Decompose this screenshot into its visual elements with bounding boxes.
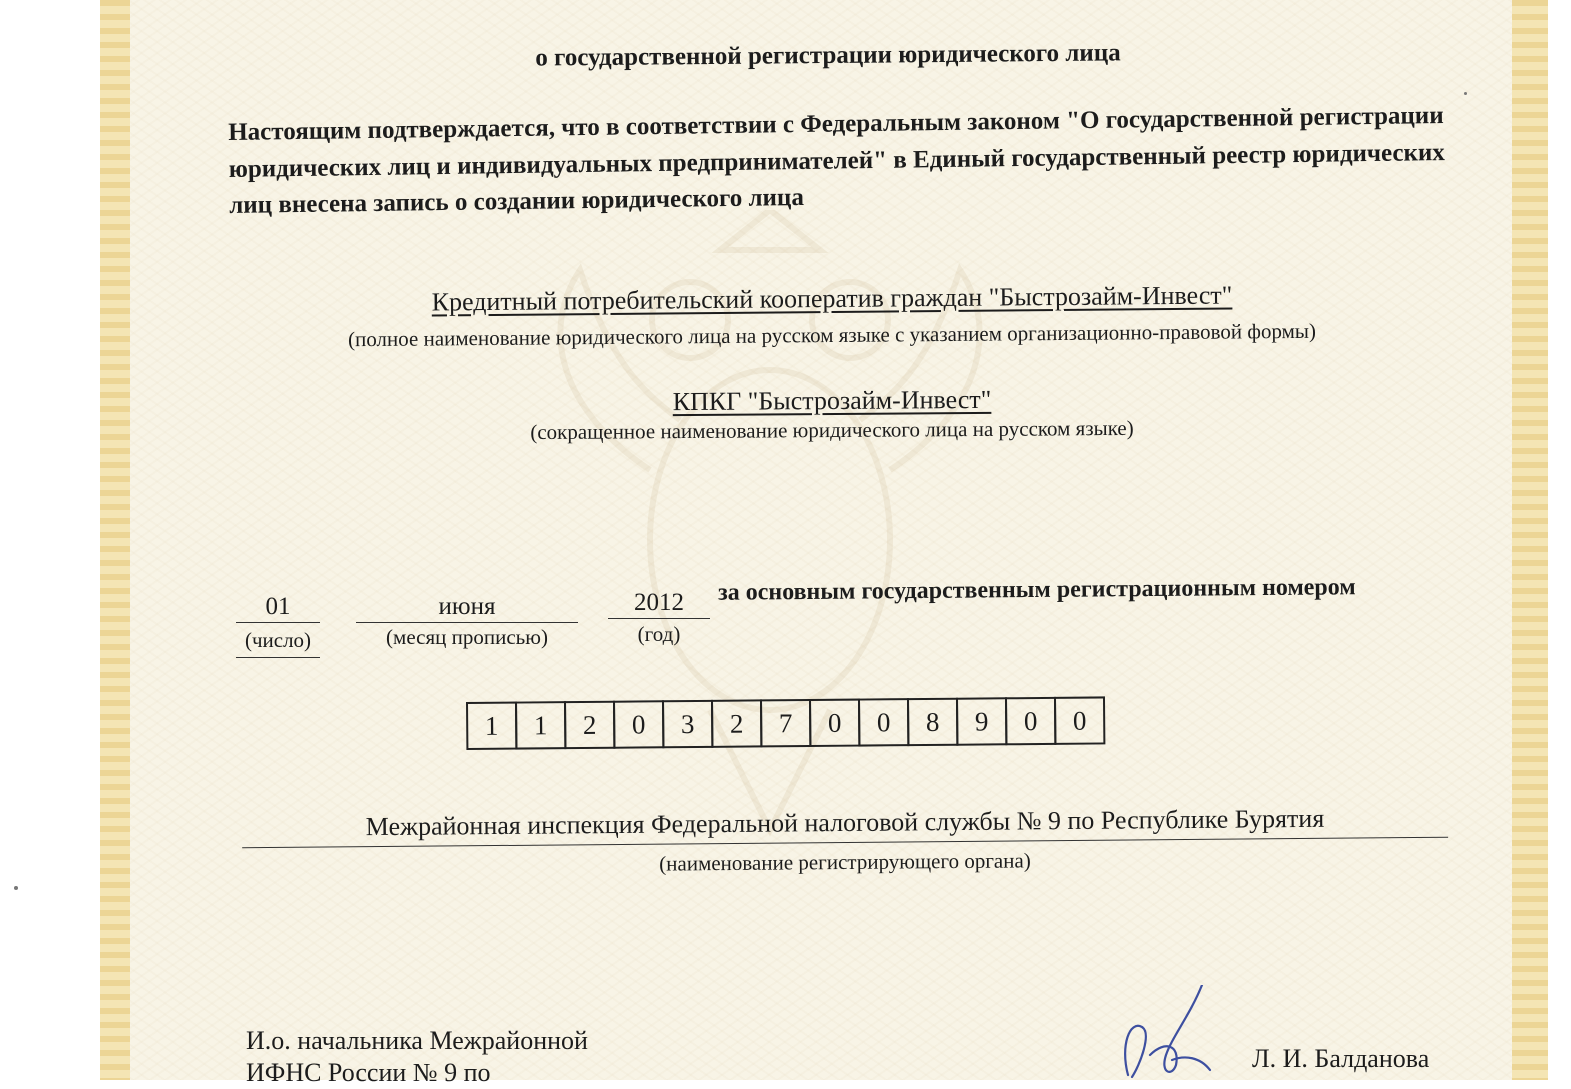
- ogrn-digit: 0: [858, 698, 909, 746]
- guilloche-border-right: [1512, 0, 1548, 1080]
- short-entity-name: КПКГ "Быстрозайм-Инвест": [672, 384, 992, 417]
- ogrn-digit: 2: [711, 699, 762, 747]
- certification-statement: Настоящим подтверждается, что в соответствии с Федеральным законом "О государственной регистрации юридических лиц и индивидуальных предпринимателей" в Единый государственный реестр юридических лиц внесена запись о создании юридического лица: [228, 102, 1445, 219]
- ogrn-digit: 1: [466, 702, 517, 750]
- full-entity-name: Кредитный потребительский кооператив граждан "Быстрозайм-Инвест": [431, 280, 1233, 317]
- registration-year-caption: (год): [637, 622, 681, 646]
- signatory-position-line2: ИФНС России № 9 по: [246, 1058, 491, 1087]
- handwritten-signature: [1110, 985, 1250, 1080]
- ogrn-number-boxes: [466, 696, 1105, 750]
- registering-authority: Межрайонная инспекция Федеральной налоговой службы № 9 по Республике Бурятия: [242, 803, 1448, 849]
- ogrn-digit: 2: [564, 701, 615, 749]
- ogrn-label: за основным государственным регистрационным номером: [717, 574, 1356, 606]
- ogrn-digit: 3: [662, 700, 713, 748]
- ogrn-digit: 0: [1005, 697, 1056, 745]
- scan-speck: [1464, 92, 1467, 95]
- signatory-name: Л. И. Балданова: [1252, 1044, 1430, 1073]
- signatory-position: [246, 1025, 588, 1089]
- registration-year: 2012: [608, 588, 710, 619]
- ogrn-digit: 0: [613, 700, 664, 748]
- registering-authority-caption: (наименование регистрирующего органа): [659, 848, 1031, 876]
- ogrn-digit: 1: [515, 701, 566, 749]
- full-entity-name-caption: (полное наименование юридического лица на русском языке с указанием организационно-правовой формы): [347, 318, 1317, 352]
- ogrn-digit: 7: [760, 699, 811, 747]
- guilloche-border-left: [100, 0, 130, 1080]
- short-entity-name-caption: (сокращенное наименование юридического лица на русском языке): [530, 415, 1134, 445]
- registration-month-caption: (месяц прописью): [386, 625, 548, 649]
- registration-day: 01: [236, 592, 320, 623]
- ogrn-digit: 0: [809, 699, 860, 747]
- registration-month: июня: [356, 592, 578, 623]
- registration-day-caption: (число): [236, 628, 320, 658]
- scan-speck: [14, 886, 18, 890]
- ogrn-digit: 9: [956, 697, 1007, 745]
- certificate-heading: о государственной регистрации юридического лица: [535, 39, 1121, 72]
- signatory-position-line1: И.о. начальника Межрайонной: [246, 1026, 588, 1055]
- ogrn-digit: 0: [1054, 696, 1105, 744]
- ogrn-digit: 8: [907, 698, 958, 746]
